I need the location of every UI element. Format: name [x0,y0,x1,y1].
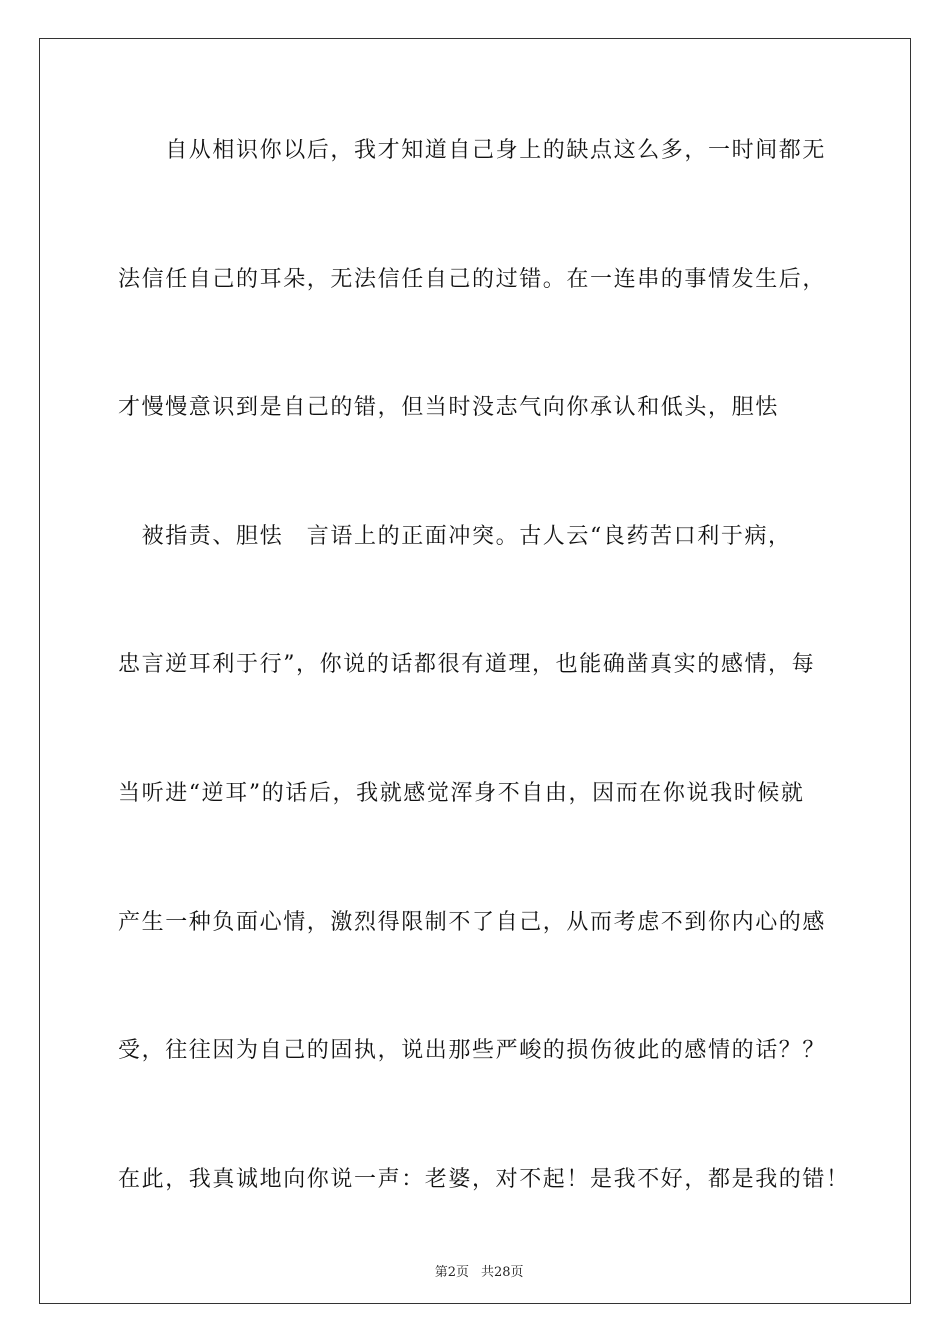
body-text [118,126,850,1283]
text-line: 受，往往因为自己的固执，说出那些严峻的损伤彼此的感情的话？？ [118,1038,827,1064]
text-line: 在此，我真诚地向你说一声：老婆，对不起！是我不好，都是我的错！ [118,1166,850,1192]
total-pages-label: 共28页 [481,1265,524,1280]
text-line: 当听进“逆耳”的话后，我就感觉浑身不自由，因而在你说我时候就 [118,780,805,806]
current-page-label: 第2页 [434,1265,469,1280]
page-footer [0,1246,950,1280]
text-line: 产生一种负面心情，激烈得限制不了自己，从而考虑不到你内心的感 [118,909,827,935]
text-line: 忠言逆耳利于行”，你说的话都很有道理，也能确凿真实的感情，每 [118,652,816,678]
text-line: 法信任自己的耳朵，无法信任自己的过错。在一连串的事情发生后， [118,266,827,292]
text-line: 才慢慢意识到是自己的错，但当时没志气向你承认和低头，胆怯 [118,395,779,421]
text-line: 自从相识你以后，我才知道自己身上的缺点这么多，一时间都无 [118,138,827,163]
text-line: 被指责、胆怯 言语上的正面冲突。古人云“良药苦口利于病， [118,523,792,549]
